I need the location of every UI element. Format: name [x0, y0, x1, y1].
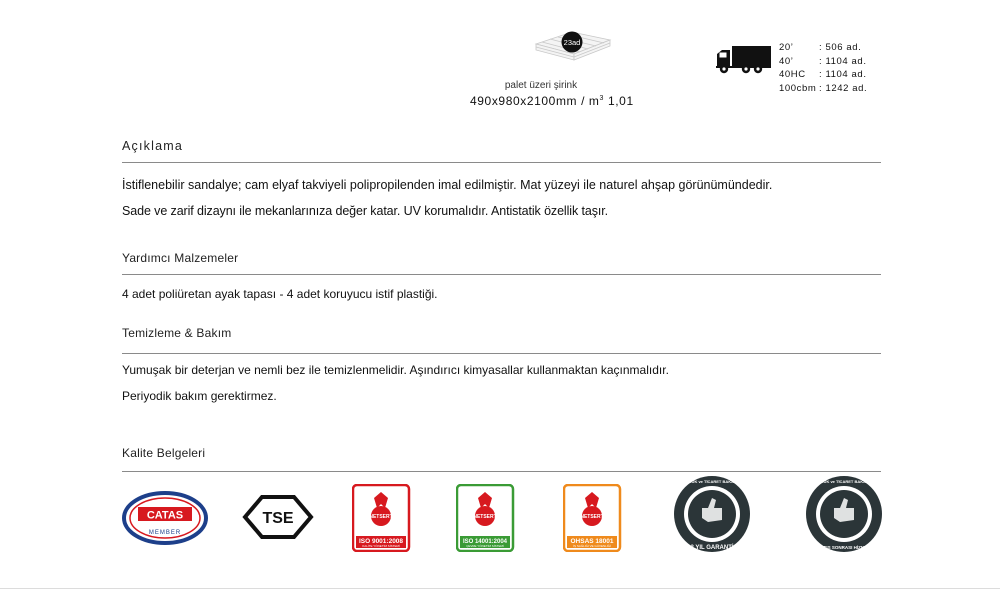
svg-text:SATIŞ SONRASI HİZMET: SATIŞ SONRASI HİZMET [817, 545, 871, 550]
description-line: Sade ve zarif dizaynı ile mekanlarınıza değer katar. UV korumalıdır. Antistatik özellik taşır. [122, 204, 608, 218]
catas-logo [122, 490, 208, 546]
iso14001-badge [456, 484, 516, 552]
shipping-row: 40HC : 1104 ad. [779, 69, 867, 80]
truck-icon [716, 44, 772, 74]
description-line: İstiflenebilir sandalye; cam elyaf takviyeli polipropilenden imal edilmiştir. Mat yüzeyi ile naturel ahşap görünümündedir. [122, 178, 773, 192]
description-title: Açıklama [122, 139, 184, 153]
care-line: Periyodik bakım gerektirmez. [122, 389, 277, 403]
svg-text:NETSERT: NETSERT [473, 514, 497, 520]
shipping-row: 20’ : 506 ad. [779, 42, 862, 53]
care-title: Temizleme & Bakım [122, 326, 232, 340]
svg-text:GÜMRÜK ve TİCARET BAKANLIĞI: GÜMRÜK ve TİCARET BAKANLIĞI [679, 479, 745, 484]
accessories-title: Yardımcı Malzemeler [122, 251, 239, 265]
svg-text:ÇEVRE YÖNETİM SİSTEMİ: ÇEVRE YÖNETİM SİSTEMİ [466, 544, 504, 548]
catas-text: CATAS [146, 509, 184, 522]
pallet-icon [532, 24, 614, 64]
svg-text:NETSERT: NETSERT [580, 514, 604, 520]
pallet-badge: 23ad [563, 38, 581, 47]
iso9001-label: ISO 9001:2008 [358, 538, 404, 545]
svg-text:KALİTE YÖNETİM SİSTEMİ: KALİTE YÖNETİM SİSTEMİ [362, 544, 400, 548]
tse-logo [242, 494, 314, 540]
warranty-seal [672, 474, 752, 554]
shipping-row: 100cbm : 1242 ad. [779, 82, 868, 94]
svg-text:İŞ SAĞLIĞI VE GÜVENLİĞİ: İŞ SAĞLIĞI VE GÜVENLİĞİ [573, 544, 611, 548]
certificates-title: Kalite Belgeleri [122, 446, 206, 460]
catas-sub: MEMBER [148, 530, 182, 536]
divider [122, 162, 881, 163]
description-text [122, 172, 884, 224]
shipping-table [779, 41, 867, 95]
accessories-text: 4 adet poliüretan ayak tapası - 4 adet koruyucu istif plastiği. [122, 287, 438, 301]
ohsas-label: OHSAS 18001 [570, 538, 614, 545]
ohsas-badge [563, 484, 623, 552]
svg-text:NETSERT: NETSERT [369, 514, 393, 520]
care-text [122, 357, 884, 409]
pallet-caption: palet üzeri şirink [504, 80, 578, 91]
tse-text: TSE [262, 510, 294, 527]
iso14001-label: ISO 14001:2004 [462, 539, 508, 545]
iso9001-badge [352, 484, 412, 552]
pallet-dimensions: $490x980x2100mm / m^3$ 1,01 [470, 94, 634, 108]
certificates-row [122, 479, 892, 556]
divider [122, 471, 881, 472]
after-sales-seal [804, 474, 884, 554]
shipping-row: 40’ : 1104 ad. [779, 55, 867, 67]
shipping-info [716, 40, 916, 100]
page-bottom-border [0, 588, 1000, 589]
divider [122, 353, 881, 354]
divider [122, 274, 881, 275]
care-line: Yumuşak bir deterjan ve nemli bez ile temizlenmelidir. Aşındırıcı kimyasallar kullanmaktan kaçınmalıdır. [122, 363, 669, 377]
svg-text:GÜMRÜK ve TİCARET BAKANLIĞI: GÜMRÜK ve TİCARET BAKANLIĞI [811, 479, 877, 484]
svg-text:2 YIL GARANTİ: 2 YIL GARANTİ [690, 545, 734, 551]
